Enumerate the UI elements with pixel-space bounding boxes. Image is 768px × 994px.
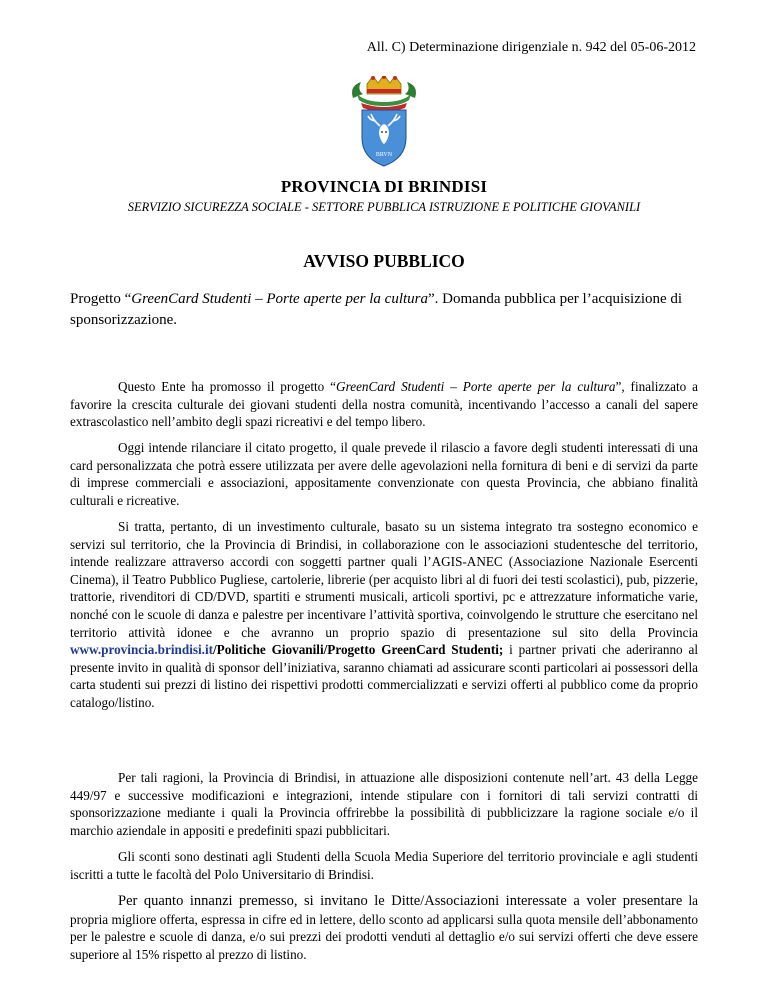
paragraph-3 (70, 518, 698, 712)
project-suffix: ”. Domanda pubblica per l’acquisizione di sponsorizzazione. (70, 291, 683, 328)
notice-title: AVVISO PUBBLICO (303, 251, 465, 271)
paragraph-6-lead: Per quanto innanzi premesso, si invitano le Ditte/Associazioni interessate a voler presentare (118, 893, 683, 909)
website-path: /Politiche Giovanili/Progetto GreenCard Studenti; (213, 642, 504, 658)
paragraph-3-text-b: i partner privati che aderiranno al presente invito in qualità di sponsor dell’iniziativa, saranno chiamati ad assicurare sconti particolari ai possessori della carta studenti sui prezzi di listino dei rispettivi prodotti commercializzati e servizi offerti al pubblico come da proprio catalogo/listino. (70, 642, 698, 710)
paragraph-1-text-b: ”, finalizzato a favorire la crescita culturale dei giovani studenti della nostra comunità, incentivando l’accesso a canali del sapere extrascolastico nell’ambito degli spazi ricreativi e del tempo libero. (70, 379, 699, 430)
paragraph-4: Per tali ragioni, la Provincia di Brindisi, in attuazione alle disposizioni contenute nell’art. 43 della Legge 449/97 e successive modificazioni e integrazioni, intende stipulare con i fornitori di tali servizi contratti di sponsorizzazione mediante i quali la Provincia offrirebbe la possibilità di pubblicizzare la ragione sociale e/o il marchio aziendale in appositi e predefiniti spazi pubblicitari. (70, 770, 698, 838)
project-heading (70, 289, 710, 331)
paragraph-6 (70, 892, 698, 963)
province-title: PROVINCIA DI BRINDISI (280, 177, 488, 196)
paragraph-1 (70, 378, 698, 431)
paragraph-5: Gli sconti sono destinati agli Studenti della Scuola Media Superiore del territorio provinciale e agli studenti iscritti a tutte le facoltà del Polo Universitario di Brindisi. (70, 849, 698, 882)
project-prefix: Progetto “ (70, 291, 132, 307)
paragraph-2: Oggi intende rilanciare il citato progetto, il quale prevede il rilascio a favore degli studenti interessati di una card personalizzata che potrà essere utilizzata per avere delle agevolazioni nella fornitura di beni e di servizi da parte di imprese commerciali e associazioni, appositamente convenzionate con questa Provincia, che abbiano finalità culturali e ricreative. (70, 440, 698, 508)
crest-motto: BRVN (375, 152, 393, 158)
project-name: GreenCard Studenti – Porte aperte per la cultura (131, 291, 429, 307)
province-website-link[interactable]: www.provincia.brindisi.it (70, 642, 214, 658)
province-coat-of-arms-icon (343, 76, 425, 168)
paragraph-6-rest: la propria migliore offerta, espressa in cifre ed in lettere, dello sconto ad applicarsi sulla quota mensile dell’abbonamento per le palestre e scuole di danza, e/o sui prezzi dei prodotti venduti al dettaglio e/o sui servizi offerti che deve essere superiore al 15% rispetto al prezzo di listino. (70, 893, 698, 962)
determination-reference: All. C) Determinazione dirigenziale n. 942 del 05-06-2012 (366, 40, 696, 55)
department-subtitle: SERVIZIO SICUREZZA SOCIALE - SETTORE PUBBLICA ISTRUZIONE E POLITICHE GIOVANILI (127, 200, 641, 214)
paragraph-1-text-a: Questo Ente ha promosso il progetto “ (118, 379, 337, 394)
paragraph-3-text-a: Si tratta, pertanto, di un investimento culturale, basato su un sistema integrato tra sostegno economico e servizi sul territorio, che la Provincia di Brindisi, in collaborazione con le associazioni studentesche del territorio, intende realizzare attraverso accordi con soggetti partner quali l’AGIS-ANEC (Associazione Nazionale Esercenti Cinema), il Teatro Pubblico Pugliese, cartolerie, librerie (per acquisto libri al di fuori dei testi scolastici), pub, pizzerie, trattorie, rivenditori di CD/DVD, spartiti e strumenti musicali, articoli sportivi, pc e attrezzature informatiche varie, nonché con le scuole di danza e palestre per incentivare l’attività sportiva, coinvolgendo le strutture che esercitano nel territorio attività idonee e che avranno un proprio spazio di presentazione sul sito della Provincia (70, 519, 698, 640)
paragraph-1-project-name: GreenCard Studenti – Porte aperte per la cultura (336, 379, 616, 394)
